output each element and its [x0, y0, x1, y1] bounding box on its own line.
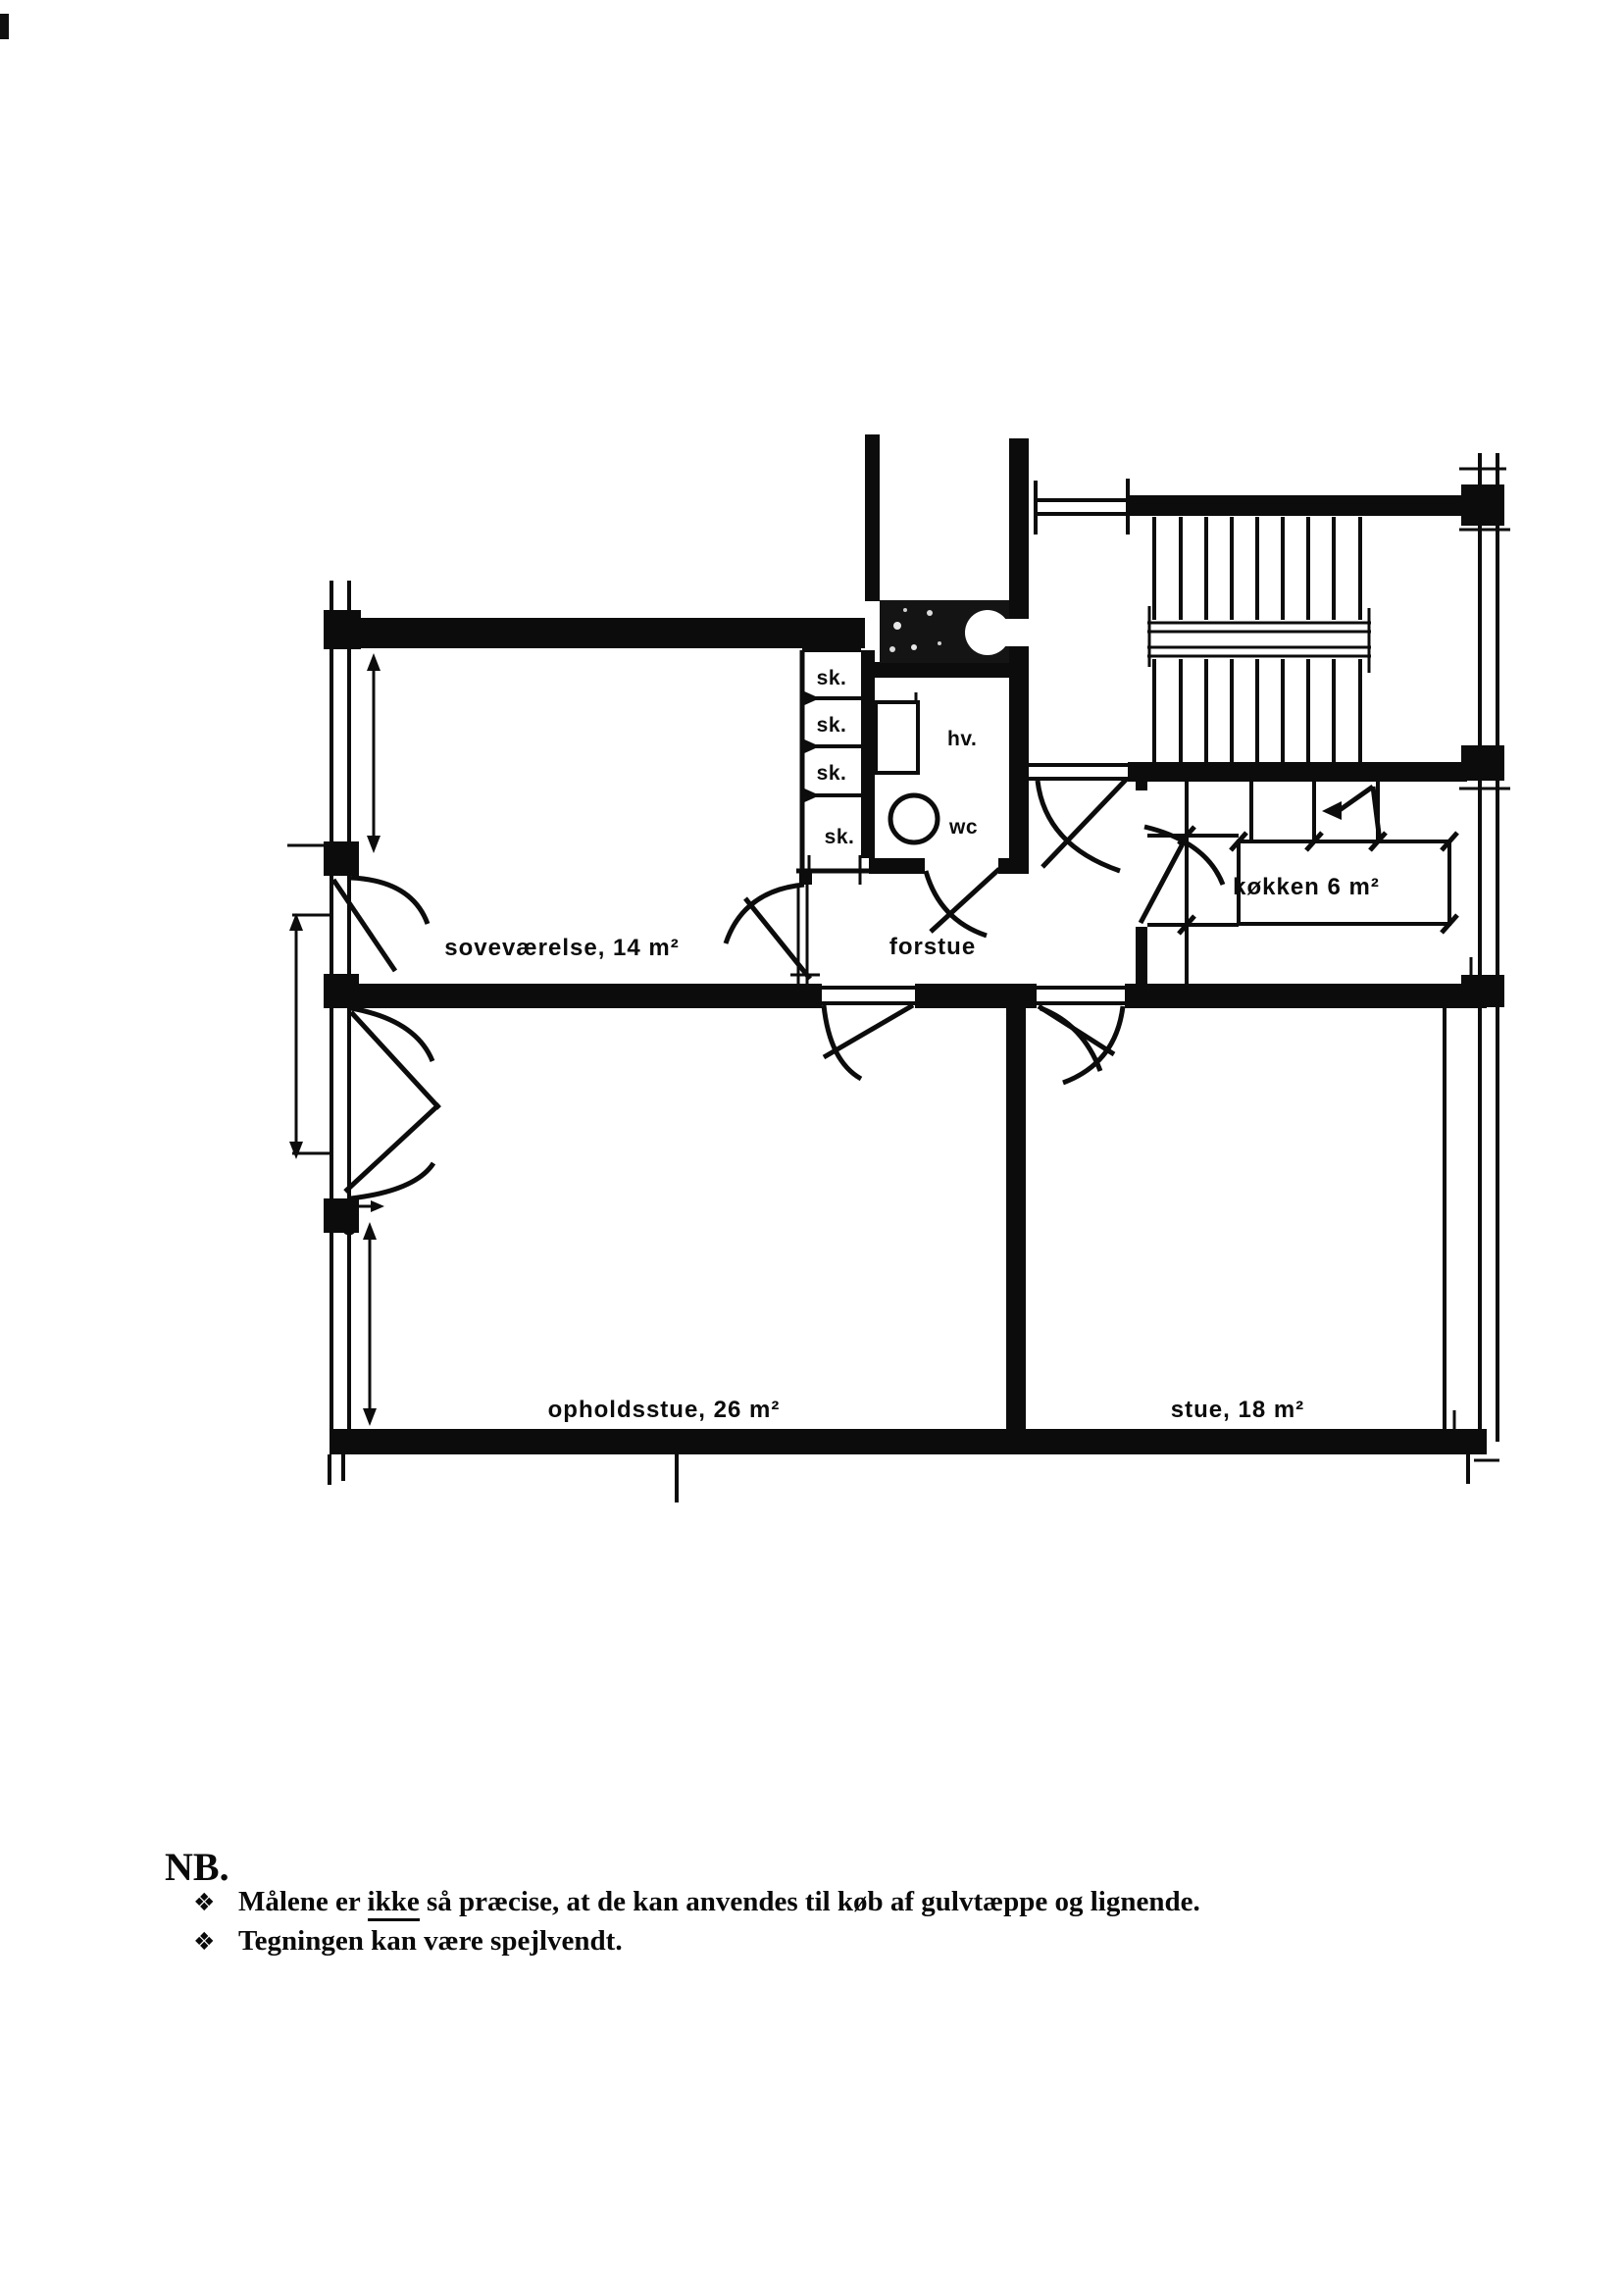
mid-wall-right: [1125, 984, 1487, 1008]
kitchen-left-wall-stub: [1136, 779, 1147, 790]
fixture-label-sk-4: sk.: [824, 826, 855, 848]
wc-door: [926, 869, 999, 936]
bathroom-fixtures: [876, 692, 938, 842]
closet-tick-icon: [802, 690, 820, 706]
pier: [1461, 975, 1504, 1007]
staircase: [1147, 517, 1380, 841]
hand-basin-icon: [876, 702, 918, 773]
note-item: [193, 1885, 1200, 1919]
closet-right-wall: [861, 650, 875, 858]
fixture-label-sk-2: sk.: [816, 714, 847, 737]
note-item: [193, 1924, 623, 1959]
mid-wall-left: [349, 984, 822, 1008]
living-room-divider-wall: [1006, 1002, 1026, 1429]
room-label-opholdsstue: opholdsstue, 26 m²: [547, 1397, 781, 1423]
bedroom-top-wall: [330, 618, 865, 648]
stair-direction-arrow: [1322, 787, 1380, 841]
stairwell-top-wall: [1128, 495, 1504, 516]
entry-corridor-left-wall: [865, 434, 880, 601]
fixture-label-sk-1: sk.: [816, 667, 847, 689]
bottom-wall: [330, 1429, 1487, 1454]
room-label-stue: stue, 18 m²: [1170, 1397, 1305, 1423]
door-knob-icon: [965, 610, 1010, 655]
wc-top-wall: [869, 662, 1009, 678]
living-room-french-door: [345, 1008, 439, 1198]
kitchen-door: [1141, 827, 1223, 923]
room-label-koekken: køkken 6 m²: [1233, 874, 1380, 900]
pier: [324, 974, 359, 1008]
pier: [324, 610, 361, 649]
closet-tick-icon: [802, 738, 820, 754]
diamond-bullet-icon: ❖: [193, 1888, 216, 1916]
notes-heading: NB.: [165, 1845, 229, 1889]
room-label-sovevaerelse: soveværelse, 14 m²: [444, 935, 680, 961]
pier: [1461, 745, 1504, 781]
diamond-bullet-icon: ❖: [193, 1927, 216, 1956]
wc-bottom-wall-right: [998, 858, 1029, 874]
note-text: Tegningen kan være spejlvendt.: [238, 1925, 623, 1957]
fixture-label-hv: hv.: [947, 728, 978, 750]
stairwell-left-wall: [1009, 438, 1029, 871]
hall-living-room-door: [824, 1005, 913, 1079]
fixture-label-wc: wc: [949, 816, 979, 839]
closet-tick-icon: [802, 788, 820, 803]
arrowhead-icon: [1322, 801, 1342, 820]
note-text: Målene er ikke så præcise, at de kan anvendes til køb af gulvtæppe og lignende.: [238, 1886, 1200, 1921]
room-label-forstue: forstue: [888, 934, 977, 960]
hall-stue-door: [1039, 1006, 1123, 1083]
kitchen-left-wall: [1136, 927, 1147, 984]
landing-door: [1038, 779, 1127, 871]
pier: [1461, 484, 1504, 526]
entrance-door: [880, 600, 1029, 663]
toilet-icon: [890, 795, 938, 842]
underlined-word: ikke: [368, 1886, 420, 1921]
scan-artifact: [0, 14, 9, 39]
fixture-label-sk-3: sk.: [816, 762, 847, 785]
stairwell-bottom-wall: [1128, 762, 1467, 782]
